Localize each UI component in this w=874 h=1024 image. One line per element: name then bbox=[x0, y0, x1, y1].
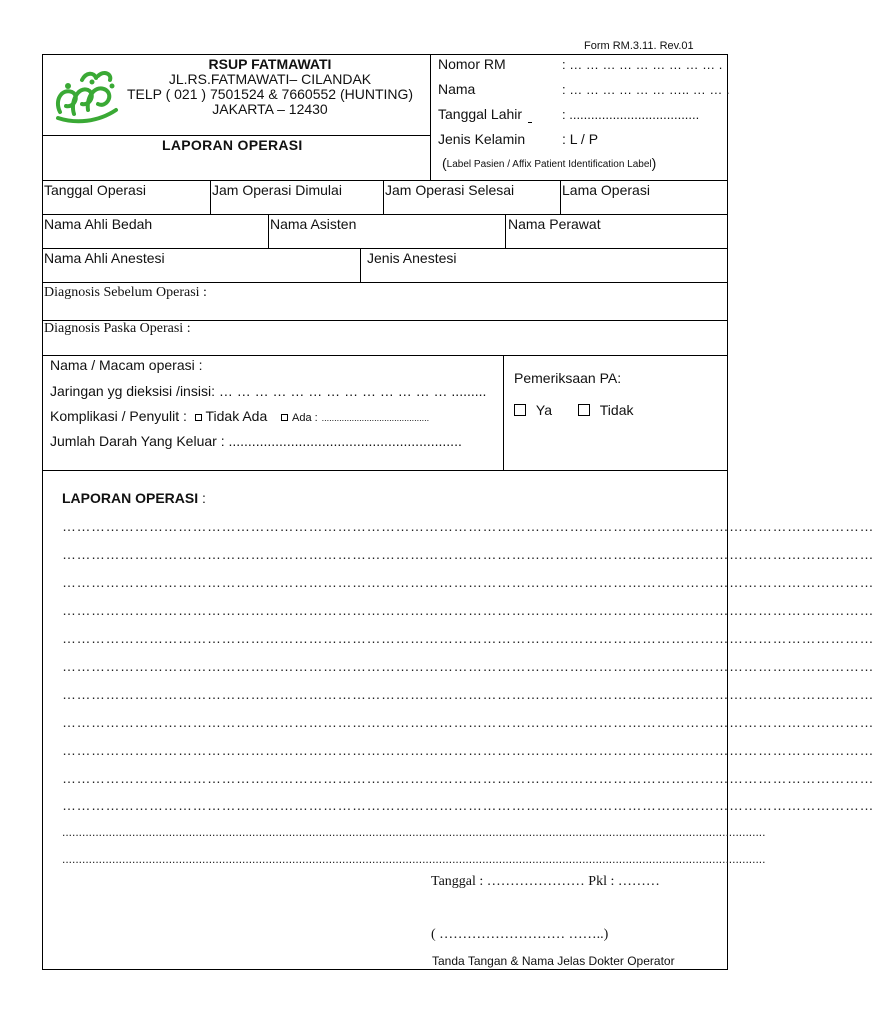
label-note-text: Label Pasien / Affix Patient Identification Label bbox=[446, 159, 652, 170]
form-title: LAPORAN OPERASI bbox=[162, 137, 303, 153]
macam-operasi-label[interactable]: Nama / Macam operasi : bbox=[50, 357, 203, 373]
ahli-anestesi-label[interactable]: Nama Ahli Anestesi bbox=[44, 250, 165, 266]
nomor-rm-label: Nomor RM bbox=[438, 56, 506, 72]
ada-label: Ada : bbox=[292, 412, 318, 424]
komplikasi-label: Komplikasi / Penyulit : bbox=[50, 408, 187, 424]
report-line[interactable]: …………………………………………………………………………………………………………………………………………………… bbox=[62, 518, 874, 534]
paren-close: ) bbox=[651, 155, 657, 171]
jenis-kelamin-field[interactable]: : L / P bbox=[562, 131, 599, 147]
header-divider bbox=[430, 54, 431, 180]
jenis-kelamin-label: Jenis Kelamin bbox=[438, 131, 526, 147]
report-line[interactable]: …………………………………………………………………………………………………………………………………………………… bbox=[62, 770, 874, 786]
row-divider-4 bbox=[42, 282, 728, 283]
patient-label-note bbox=[442, 156, 656, 172]
col-divider bbox=[503, 355, 504, 470]
hospital-info bbox=[110, 57, 430, 117]
tidak-ada-checkbox[interactable] bbox=[195, 414, 202, 421]
diagnosis-paska-label[interactable]: Diagnosis Paska Operasi : bbox=[44, 321, 191, 336]
nama-field[interactable]: : … … … … … … ….. … … . bbox=[562, 82, 730, 97]
hospital-name: RSUP FATMAWATI bbox=[208, 56, 332, 72]
lama-operasi-label[interactable]: Lama Operasi bbox=[562, 182, 650, 198]
form-code: Form RM.3.11. Rev.01 bbox=[584, 40, 694, 52]
pemeriksaan-pa-label: Pemeriksaan PA: bbox=[514, 370, 622, 386]
jam-mulai-label[interactable]: Jam Operasi Dimulai bbox=[212, 182, 342, 198]
jenis-anestesi-label[interactable]: Jenis Anestesi bbox=[367, 250, 457, 266]
row-divider-2 bbox=[42, 214, 728, 215]
tanggal-lahir-label: Tanggal Lahir bbox=[438, 106, 523, 122]
hospital-address: JL.RS.FATMAWATI– CILANDAK bbox=[168, 71, 372, 87]
report-line[interactable]: ................................................................................................................................................................................................................... bbox=[62, 825, 766, 839]
report-line[interactable]: …………………………………………………………………………………………………………………………………………………… bbox=[62, 742, 874, 758]
report-heading-colon: : bbox=[198, 490, 206, 506]
darah-field[interactable]: Jumlah Darah Yang Keluar : ............................................................ bbox=[50, 433, 462, 449]
report-line[interactable]: …………………………………………………………………………………………………………………………………………………… bbox=[62, 658, 874, 674]
tanggal-pkl-field[interactable]: Tanggal : ………………… Pkl : ……… bbox=[431, 874, 660, 889]
signature-caption: Tanda Tangan & Nama Jelas Dokter Operator bbox=[432, 954, 675, 968]
ya-checkbox[interactable] bbox=[514, 404, 526, 416]
tanggal-lahir-field[interactable]: : .................................... bbox=[562, 107, 700, 122]
col-divider bbox=[268, 214, 269, 248]
report-line[interactable]: …………………………………………………………………………………………………………………………………………………… bbox=[62, 686, 874, 702]
diagnosis-sebelum-label[interactable]: Diagnosis Sebelum Operasi : bbox=[44, 285, 207, 300]
ya-label: Ya bbox=[535, 402, 552, 418]
col-divider bbox=[360, 248, 361, 282]
header-title-divider bbox=[42, 135, 431, 136]
asisten-label[interactable]: Nama Asisten bbox=[270, 216, 357, 232]
nomor-rm-field[interactable]: : … … … … … … … … … . bbox=[562, 57, 723, 72]
tidak-label: Tidak bbox=[599, 402, 634, 418]
komplikasi-row bbox=[50, 409, 429, 424]
col-divider bbox=[505, 214, 506, 248]
report-line[interactable]: …………………………………………………………………………………………………………………………………………………… bbox=[62, 714, 874, 730]
report-line[interactable]: ................................................................................................................................................................................................................... bbox=[62, 852, 766, 866]
row-divider-3 bbox=[42, 248, 728, 249]
jam-selesai-label[interactable]: Jam Operasi Selesai bbox=[385, 182, 515, 198]
signature-field[interactable]: ( ……………………… ……..) bbox=[431, 927, 609, 942]
ahli-bedah-label[interactable]: Nama Ahli Bedah bbox=[44, 216, 153, 232]
row-divider-1 bbox=[42, 180, 728, 181]
report-line[interactable]: …………………………………………………………………………………………………………………………………………………… bbox=[62, 630, 874, 646]
report-line[interactable]: …………………………………………………………………………………………………………………………………………………… bbox=[62, 574, 874, 590]
ada-checkbox[interactable] bbox=[281, 414, 288, 421]
report-line[interactable]: …………………………………………………………………………………………………………………………………………………… bbox=[62, 602, 874, 618]
hospital-city: JAKARTA – 12430 bbox=[212, 101, 328, 117]
tidak-ada-label: Tidak Ada bbox=[205, 408, 268, 424]
ada-field[interactable]: ........................................... bbox=[321, 413, 430, 423]
report-heading bbox=[62, 491, 206, 505]
col-divider bbox=[383, 180, 384, 214]
perawat-label[interactable]: Nama Perawat bbox=[508, 216, 601, 232]
report-heading-text: LAPORAN OPERASI bbox=[62, 490, 199, 506]
tanggal-lahir-underline bbox=[528, 122, 532, 123]
report-line[interactable]: …………………………………………………………………………………………………………………………………………………… bbox=[62, 797, 874, 813]
jaringan-field[interactable]: Jaringan yg dieksisi /insisi: … … … … … … … … … … … … … ......... bbox=[50, 383, 487, 399]
nama-label: Nama bbox=[438, 81, 476, 97]
row-divider-7 bbox=[42, 470, 728, 471]
tidak-checkbox[interactable] bbox=[578, 404, 590, 416]
row-divider-6 bbox=[42, 355, 728, 356]
paren-open: ( bbox=[442, 155, 447, 171]
report-line[interactable]: …………………………………………………………………………………………………………………………………………………… bbox=[62, 546, 874, 562]
tanggal-operasi-label[interactable]: Tanggal Operasi bbox=[44, 182, 146, 198]
hospital-phone: TELP ( 021 ) 7501524 & 7660552 (HUNTING) bbox=[126, 86, 414, 102]
col-divider bbox=[560, 180, 561, 214]
col-divider bbox=[210, 180, 211, 214]
pemeriksaan-options bbox=[514, 403, 633, 417]
